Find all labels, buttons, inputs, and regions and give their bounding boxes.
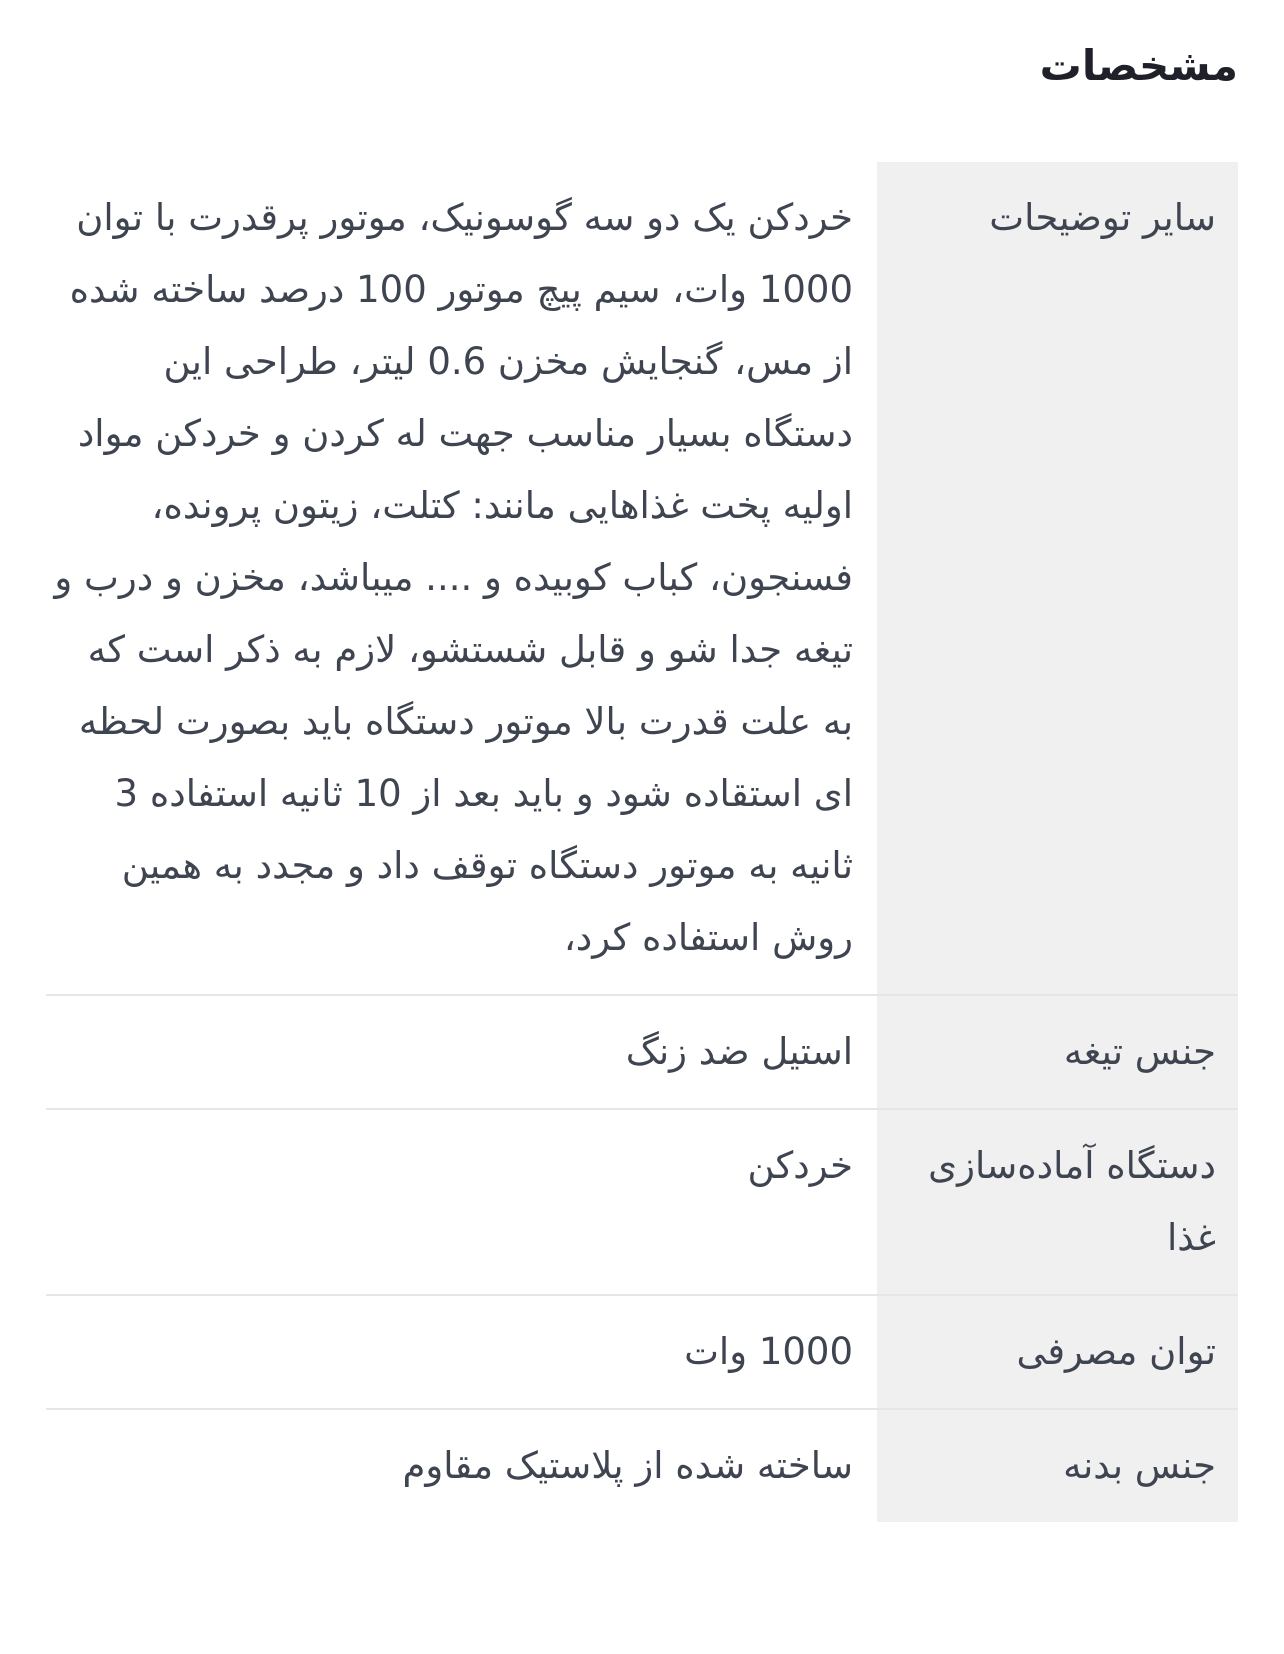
spec-label: جنس بدنه: [877, 1410, 1238, 1522]
spec-value: استیل ضد زنگ: [625, 1030, 853, 1073]
spec-table: [46, 162, 1238, 1522]
spec-row-other-details: [46, 162, 1238, 994]
spec-row-blade-material: [46, 994, 1238, 1108]
spec-label: دستگاه آماده‌سازی غذا: [877, 1110, 1238, 1294]
spec-row-food-prep-device: [46, 1108, 1238, 1294]
page-title: مشخصات: [1039, 41, 1238, 90]
spec-label: توان مصرفی: [877, 1296, 1238, 1408]
spec-value: خردکن یک دو سه گوسونیک، موتور پرقدرت با توان 1000 وات، سیم پیچ موتور 100 درصد ساخته شده از مس، گنجایش مخزن 0.6 لیتر، طراحی این دستگاه بسیار مناسب جهت له کردن و خردکن مواد اولیه پخت غذاهایی مانند: کتلت، زیتون پرونده، فسنجون، کباب کوبیده و .... میباشد، مخزن و درب و تیغه جدا شو و قابل شستشو، لازم به ذکر است که به علت قدرت بالا موتور دستگاه باید بصورت لحظه ای استقاده شود و باید بعد از 10 ثانیه استفاده 3 ثانیه به موتور دستگاه توقف داد و مجدد به همین روش استفاده کرد،: [54, 196, 853, 959]
spec-value: خردکن: [747, 1144, 853, 1187]
spec-label: سایر توضیحات: [877, 162, 1238, 994]
spec-value: 1000 وات: [684, 1330, 853, 1373]
spec-label: جنس تیغه: [877, 996, 1238, 1108]
spec-row-power-consumption: [46, 1294, 1238, 1408]
spec-value: ساخته شده از پلاستیک مقاوم: [402, 1444, 853, 1487]
spec-row-body-material: [46, 1408, 1238, 1522]
